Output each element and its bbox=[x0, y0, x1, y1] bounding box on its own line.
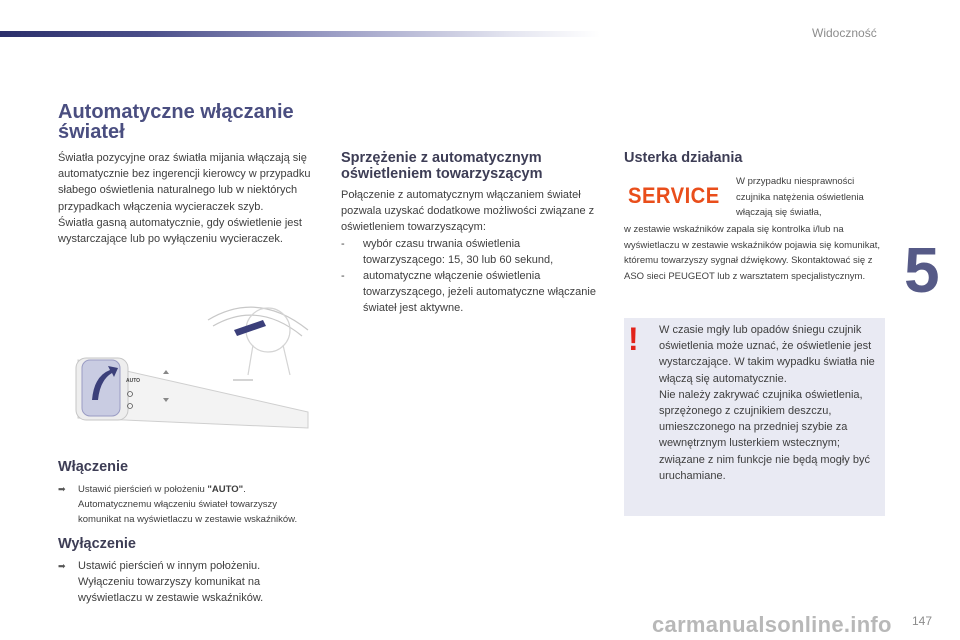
list-item-text: automatyczne włączenie oświetlenia towarzyszącego, jeżeli automatyczne włączanie świateł jest aktywne. bbox=[363, 270, 596, 315]
guide-me-home-heading-line1: Sprzężenie z automatycznym bbox=[341, 150, 542, 166]
page-title-line2: świateł bbox=[58, 121, 125, 143]
warning-exclamation-icon: ! bbox=[628, 321, 639, 357]
warning-paragraph-1: W czasie mgły lub opadów śniegu czujnik oświetlenia może uznać, że oświetlenie jest wystarczające. W takim wypadku światła nie włączą się automatycznie. bbox=[659, 324, 875, 385]
switch-on-block bbox=[58, 482, 320, 527]
switch-on-note: Automatycznemu włączeniu świateł towarzyszy komunikat na wyświetlaczu w zestawie wskaźników. bbox=[78, 499, 298, 525]
switch-off-block bbox=[58, 558, 320, 607]
switch-off-instruction: Ustawić pierścień w innym położeniu. bbox=[78, 560, 261, 572]
page-title-line1: Automatyczne włączanie bbox=[58, 101, 294, 123]
service-text-continued: w zestawie wskaźników zapala się kontrolka i/lub na wyświetlaczu w zestawie wskaźników pojawia się komunikat, któremu towarzyszy sygnał dźwiękowy. Skontaktować się z ASO sieci PEUGEOT lub z warsztatem specjalistycznym. bbox=[624, 224, 881, 282]
guide-me-home-heading bbox=[341, 150, 611, 182]
intro-text bbox=[58, 150, 318, 247]
service-text: W przypadku niesprawności czujnika natężenia oświetlenia włączają się światła, bbox=[736, 176, 864, 218]
list-item: - wybór czasu trwania oświetlenia towarzyszącego: 15, 30 lub 60 sekund, bbox=[341, 237, 554, 266]
stalk-highlight-icon bbox=[234, 320, 266, 336]
intro-paragraph-1: Światła pozycyjne oraz światła mijania włączają się automatycznie bez ingerencji kierowcy w przypadku słabego oświetlenia naturalnego lub w niektórych przypadkach włączenia wycieraczek szyb. bbox=[58, 152, 311, 213]
switch-off-note: Wyłączeniu towarzyszy komunikat na wyświetlaczu w zestawie wskaźników. bbox=[78, 576, 264, 605]
arrow-bullet-icon: ➡ bbox=[58, 484, 66, 494]
list-item: - automatyczne włączenie oświetlenia towarzyszącego, jeżeli automatyczne włączanie świateł jest aktywne. bbox=[341, 270, 596, 315]
warning-paragraph-2: Nie należy zakrywać czujnika oświetlenia, sprzężonego z czujnikiem deszczu, umieszczonego na przedniej szybie za wewnętrznym lusterkiem wstecznym; związane z nim funkcje nie będą mogły być uruchamiane. bbox=[659, 388, 870, 482]
steering-wheel-icon bbox=[208, 307, 308, 375]
page-number: 147 bbox=[912, 614, 933, 628]
auto-label: AUTO bbox=[126, 378, 141, 384]
switch-on-instruction: Ustawić pierścień w położeniu bbox=[78, 484, 208, 495]
warning-text bbox=[659, 322, 879, 484]
list-item-text: wybór czasu trwania oświetlenia towarzyszącego: 15, 30 lub 60 sekund, bbox=[363, 237, 554, 266]
auto-position-label: "AUTO" bbox=[207, 484, 244, 495]
guide-me-home-text bbox=[341, 187, 603, 317]
switch-on-heading: Włączenie bbox=[58, 459, 129, 475]
switch-on-instruction-end: . bbox=[243, 484, 246, 495]
arrow-bullet-icon: ➡ bbox=[58, 561, 66, 571]
switch-off-bullet bbox=[58, 558, 320, 607]
malfunction-heading: Usterka działania bbox=[624, 150, 743, 166]
page-title bbox=[58, 102, 318, 142]
switch-off-heading: Wyłączenie bbox=[58, 536, 136, 552]
intro-paragraph-2: Światła gasną automatycznie, gdy oświetlenie jest wystarczające lub po wyłączeniu wycieraczek. bbox=[58, 216, 302, 246]
guide-me-home-list bbox=[341, 236, 603, 317]
watermark: carmanualsonline.info bbox=[652, 612, 892, 637]
guide-me-home-intro: Połączenie z automatycznym włączaniem świateł pozwala uzyskać dodatkowe możliwości związane z oświetleniem towarzyszącym: bbox=[341, 189, 595, 234]
section-title: Widoczność bbox=[812, 26, 877, 40]
guide-me-home-heading-line2: oświetleniem towarzyszącym bbox=[341, 166, 543, 182]
switch-on-bullet bbox=[58, 482, 320, 527]
header-gradient-bar bbox=[0, 31, 600, 37]
light-stalk-illustration bbox=[58, 290, 320, 450]
service-warning-icon: SERVICE bbox=[628, 181, 703, 211]
chapter-number: 5 bbox=[904, 234, 940, 306]
